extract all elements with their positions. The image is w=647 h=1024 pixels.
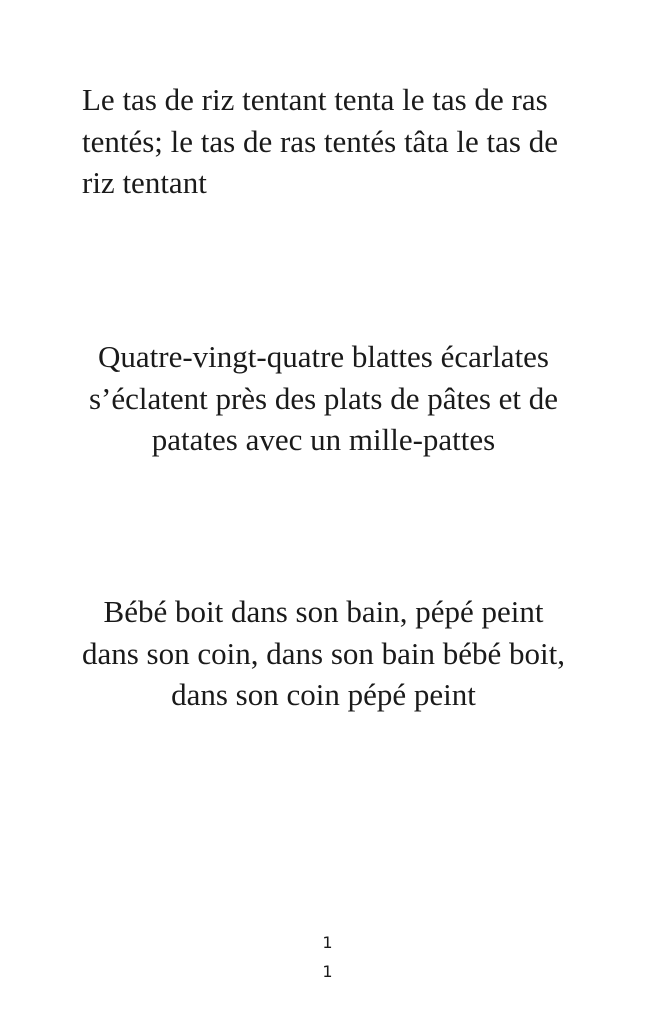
page-number: 1 xyxy=(322,962,333,981)
page-number: 1 xyxy=(322,933,333,952)
text-line: dans son coin pépé peint xyxy=(171,677,476,712)
paragraph-tongue-twister-2 xyxy=(0,336,647,461)
text-line: riz tentant xyxy=(82,165,207,200)
text-line: Quatre-vingt-quatre blattes écarlates xyxy=(98,339,549,374)
text-line: s’éclatent près des plats de pâtes et de xyxy=(88,380,559,416)
paragraph-tongue-twister-1 xyxy=(82,79,558,204)
text-line: patates avec un mille-pattes xyxy=(151,422,496,457)
text-line: Bébé boit dans son bain, pépé peint xyxy=(103,594,544,629)
paragraph-tongue-twister-3 xyxy=(0,591,647,716)
text-line: dans son coin, dans son bain bébé boit, xyxy=(81,635,565,671)
text-line: Le tas de riz tentant tenta le tas de ras xyxy=(82,82,548,117)
text-line: tentés; le tas de ras tentés tâta le tas de xyxy=(82,123,559,159)
